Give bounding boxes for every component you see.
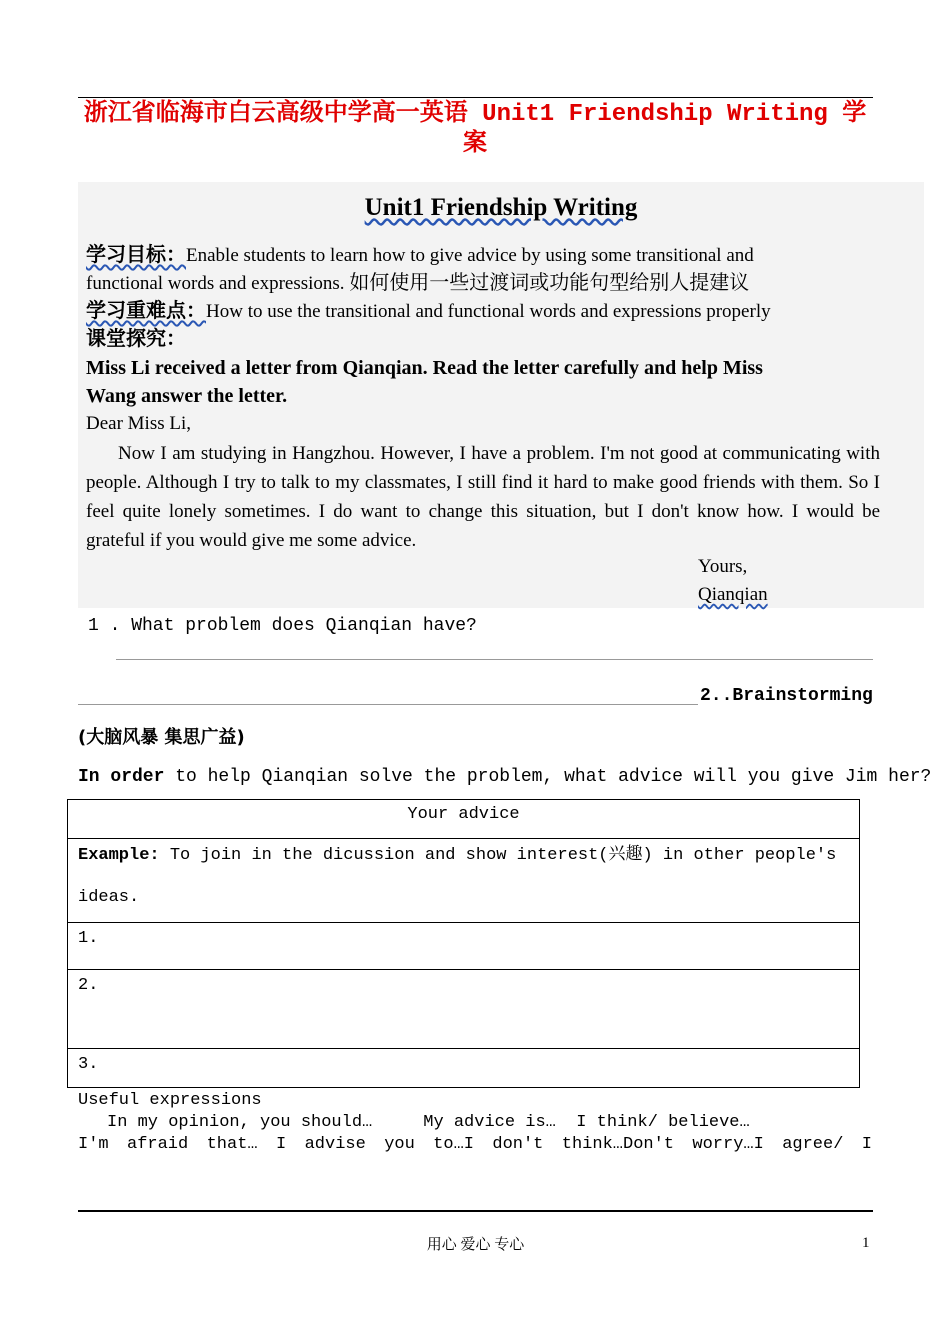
goal-text-2: functional words and expressions. [86,273,345,294]
advice-cell-1[interactable]: 1. [68,923,860,970]
advice-cell-2[interactable]: 2. [68,970,860,1049]
page-number: 1 [862,1235,870,1251]
task-line-1: Miss Li received a letter from Qianqian. Read the letter carefully and help Miss [86,357,763,379]
goal-line [86,240,754,270]
salutation: Dear Miss Li, [86,413,192,434]
question-3-rest: to help Qianqian solve the problem, what advice will you give Jim her? [164,767,932,787]
signature-text: Qianqian [698,584,768,605]
table-row [68,1049,860,1088]
advice-table [67,799,860,1088]
task-line-2: Wang answer the letter. [86,385,288,407]
table-header: Your advice [68,800,860,839]
explore-line [86,324,186,354]
table-example-cell [68,839,860,923]
key-line [86,296,771,326]
goal-line-2 [86,268,749,298]
closing: Yours, [698,556,748,577]
example-text: To join in the dicussion and show interest(兴趣) in other people's [159,846,837,865]
answer-line-1 [116,659,873,660]
goal-cn: 如何使用一些过渡词或功能句型给别人提建议 [349,270,750,294]
example-label: Example: [78,846,160,865]
signature [698,581,768,609]
question-3 [78,766,931,788]
expressions-title: Useful expressions [78,1091,262,1110]
advice-cell-3[interactable]: 3. [68,1049,860,1088]
example-text-2: ideas. [78,888,140,907]
key-text: How to use the transitional and functional words and expressions properly [206,301,771,322]
key-label: 学习重难点： [86,298,206,322]
footer-center: 用心 爱心 专心 [426,1237,525,1253]
table-row [68,970,860,1049]
question-2-cn: (大脑风暴 集思广益) [78,727,245,748]
page-title: 浙江省临海市白云高级中学高一英语 Unit1 Friendship Writing 学案 [83,101,867,158]
top-rule [78,97,873,98]
question-3-bold: In order [78,767,165,787]
answer-line-2 [78,704,698,705]
table-header-row [68,800,860,839]
table-example-row [68,839,860,923]
expressions-line-2: I'm afraid that… I advise you to…I don't think…Don't worry…I agree/ I [78,1135,872,1154]
goal-label: 学习目标： [86,242,186,266]
expressions-line-1: In my opinion, you should… My advice is… I think/ believe… [107,1113,750,1132]
table-row [68,923,860,970]
letter-heading [78,194,924,222]
letter-heading-text: Unit1 Friendship Writing [364,194,638,221]
explore-label: 课堂探究： [86,326,186,350]
goal-text: Enable students to learn how to give advice by using some transitional and [186,245,754,266]
question-2: 2..Brainstorming [700,686,873,706]
letter-body: Now I am studying in Hangzhou. However, I have a problem. I'm not good at communicating with people. Although I try to talk to my classmates, I still find it hard to make good friends with them. So I feel quite lonely sometimes. I do want to change this situation, but I don't know how. I would be grateful if you would give me some advice. [86,443,880,551]
footer-rule [78,1210,873,1212]
question-1: 1 . What problem does Qianqian have? [88,616,477,636]
example-line-1 [78,846,849,866]
